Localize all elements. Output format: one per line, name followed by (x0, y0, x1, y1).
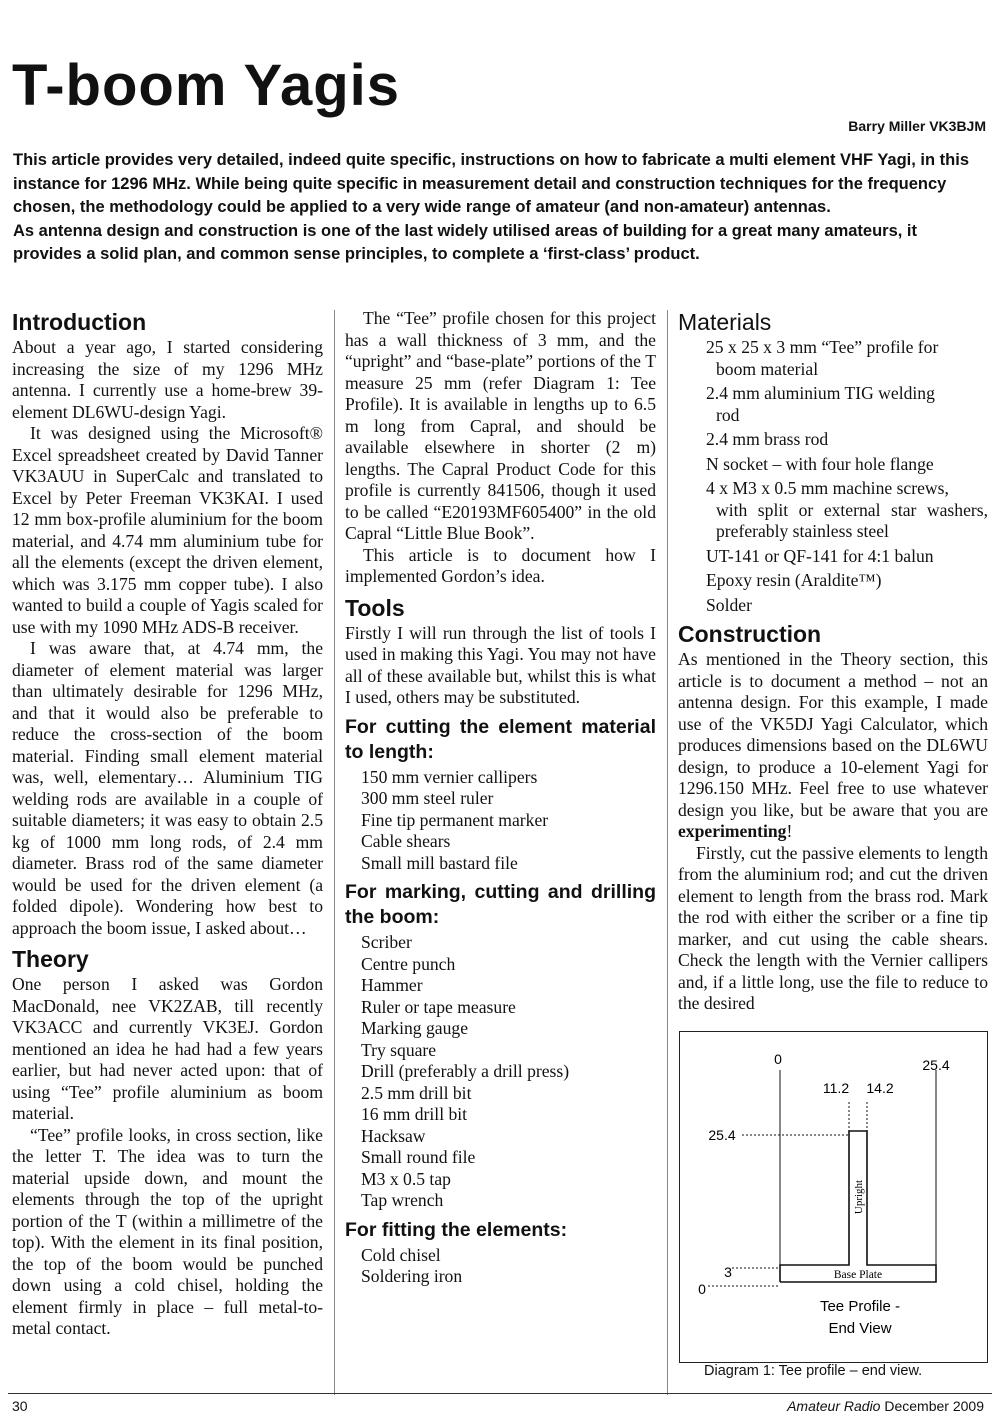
label-25-4-side: 25.4 (708, 1127, 736, 1143)
diagram-title-line2: End View (828, 1320, 892, 1337)
label-3: 3 (724, 1264, 732, 1280)
subheading-fitting: For fitting the elements: (345, 1218, 568, 1241)
label-25-4-top: 25.4 (922, 1057, 950, 1073)
list-item: Small round file (361, 1147, 476, 1167)
list-item: Cold chisel (361, 1244, 441, 1265)
publication-info (787, 1398, 984, 1414)
label-11-2: 11.2 (822, 1080, 850, 1096)
paragraph: The “Tee” profile chosen for this project has a wall thickness of 3 mm, and the “upright” and “base-plate” portions of the T measure 25 mm (refer Diagram 1: Tee Profile). It is available in lengths up to 6.5 m long from Capral, and should be available elsewhere in shorter (2 m) lengths. The Capral Product Code for this profile is currently 841506, though it used to be called “E20193MF605400” in the old Capral “Little Blue Book”. (345, 308, 656, 543)
list-item: 150 mm vernier callipers (361, 766, 538, 787)
list-item: Try square (361, 1039, 437, 1060)
issue-date: December 2009 (884, 1398, 984, 1414)
paragraph: I was aware that, at 4.74 mm, the diameter of element material was larger than ultimately desirable for 1296 MHz, and that it would also be preferable to reduce the cross-section of the boom material. Finding small element material was, well, elementary… Aluminium TIG welding rods are available in a couple of suitable diameters; it was easy to obtain 2.5 kg of 1000 mm long rods, of 2.4 mm diameter. Brass rod of the same diameter would be used for the driven element (a folded dipole). Wondering how best to approach the boom issue, I asked about… (12, 638, 323, 938)
tool-list-fitting (345, 1245, 656, 1288)
paragraph: Firstly, cut the passive elements to length from the aluminium rod; and cut the driven element to length from the brass rod. Mark the rod with either the scriber or a fine tip marker, and cut using the cable shears. Check the length with the Vernier callipers and, if a little long, use the file to reduce to the desired (678, 842, 988, 1013)
author-byline: Barry Miller VK3BJM (848, 118, 986, 134)
list-item: Small mill bastard file (361, 852, 518, 873)
tool-list-cutting (345, 767, 656, 875)
list-item: Centre punch (361, 953, 456, 974)
paragraph: One person I asked was Gordon MacDonald, nee VK2ZAB, till recently VK3ACC and currently VK3EJ. Gordon mentioned an idea he had had a few years earlier, but had never acted upon: that of using “Tee” profile aluminium as boom material. (12, 974, 323, 1123)
standfirst-paragraph: As antenna design and construction is one of the last widely utilised areas of building for a great many amateurs, it provides a solid plan, and common sense principles, to complete a ‘first-class’ product. (13, 221, 918, 263)
paragraph: It was designed using the Microsoft® Excel spreadsheet created by David Tanner VK3AUU in SuperCalc and translated to Excel by Peter Freeman VK3KAI. I used 12 mm box-profile aluminium for the boom material, and 4.74 mm aluminium tube for all the elements (except the driven element, which was 3.175 mm copper tube). I also wanted to build a couple of Yagis scaled for use with my 1090 MHz ADS-B receiver. (12, 423, 323, 637)
list-item: M3 x 0.5 tap (361, 1168, 451, 1189)
list-item: Epoxy resin (Araldite™) (706, 570, 882, 590)
section-heading-tools: Tools (345, 594, 405, 621)
paragraph: This article is to document how I implemented Gordon’s idea. (345, 544, 656, 586)
subheading-cutting: For cutting the element material to length: (345, 715, 656, 763)
list-item: Drill (preferably a drill press) (361, 1061, 570, 1081)
column-2 (345, 308, 656, 1288)
article-title: T-boom Yagis (12, 53, 401, 118)
list-item: 300 mm steel ruler (361, 788, 494, 808)
publication-name: Amateur Radio (787, 1398, 881, 1414)
list-item: Cable shears (361, 831, 451, 851)
upright-label: Upright (853, 1179, 865, 1215)
section-heading-introduction: Introduction (12, 309, 147, 335)
label-0-top: 0 (774, 1051, 782, 1067)
list-item: Fine tip permanent marker (361, 809, 549, 830)
label-0-side: 0 (698, 1281, 706, 1297)
diagram-caption: Diagram 1: Tee profile – end view. (704, 1363, 923, 1379)
paragraph: As mentioned in the Theory section, this article is to document a method – not an antenna design. For this example, I made use of the VK5DJ Yagi Calculator, which produces dimensions based on the DL6WU design, to produce a 10-element Yagi for 1296.150 MHz. Feel free to use whatever design you like, but be aware that you are experimenting! (678, 649, 988, 841)
page-number: 30 (12, 1398, 28, 1414)
section-heading-theory: Theory (12, 946, 89, 972)
base-plate-label: Base Plate (833, 1269, 883, 1281)
label-14-2: 14.2 (866, 1080, 894, 1096)
standfirst-paragraph: This article provides very detailed, indeed quite specific, instructions on how to fabricate a multi element VHF Yagi, in this instance for 1296 MHz. While being quite specific in measurement detail and construction techniques for the frequency chosen, the methodology could be applied to a very wide range of amateur (and non-amateur) antennas. (13, 151, 970, 216)
list-item: 2.4 mm brass rod (706, 429, 829, 449)
section-heading-materials: Materials (678, 309, 772, 335)
tool-list-marking (345, 932, 656, 1212)
list-item: Hammer (361, 975, 423, 995)
list-item: 2.5 mm drill bit (361, 1082, 472, 1103)
list-item: 16 mm drill bit (361, 1104, 468, 1124)
column-divider (334, 310, 335, 1395)
list-item: UT-141 or QF-141 for 4:1 balun (706, 545, 934, 566)
list-item: 25 x 25 x 3 mm “Tee” profile for boom material (706, 337, 939, 379)
standfirst (13, 149, 985, 267)
tee-profile-diagram (679, 1031, 988, 1363)
list-item: Scriber (361, 932, 412, 952)
list-item: N socket – with four hole flange (706, 453, 934, 474)
footer-rule (8, 1393, 992, 1394)
section-heading-construction: Construction (678, 621, 822, 647)
list-item: 2.4 mm aluminium TIG welding rod (706, 383, 935, 425)
paragraph: “Tee” profile looks, in cross section, like the letter T. The idea was to turn the material upside down, and mount the elements through the top of the upright portion of the T (within a millimetre of the top). With the element in its final position, the top of the boom would be punched down using a cold chisel, holding the element firmly in place – full metal-to-metal contact. (12, 1124, 323, 1338)
column-divider (667, 310, 668, 1395)
paragraph: About a year ago, I started considering increasing the size of my 1296 MHz antenna. I currently use a home-brew 39-element DL6WU-design Yagi. (12, 337, 323, 422)
list-item: Ruler or tape measure (361, 996, 516, 1017)
subheading-marking: For marking, cutting and drilling the boom: (345, 881, 656, 928)
list-item: Tap wrench (361, 1190, 444, 1210)
materials-list (678, 337, 988, 616)
list-item: 4 x M3 x 0.5 mm machine screws, with split or external star washers, preferably stainless steel (706, 478, 988, 541)
list-item: Solder (706, 594, 752, 615)
column-1 (12, 308, 323, 1340)
list-item: Marking gauge (361, 1018, 468, 1038)
paragraph: Firstly I will run through the list of tools I used in making this Yagi. You may not have all of these available but, whilst this is what I used, others may be substituted. (345, 622, 656, 707)
column-3 (678, 308, 988, 1015)
list-item: Hacksaw (361, 1125, 426, 1146)
list-item: Soldering iron (361, 1266, 463, 1286)
diagram-title-line1: Tee Profile - (819, 1298, 901, 1315)
